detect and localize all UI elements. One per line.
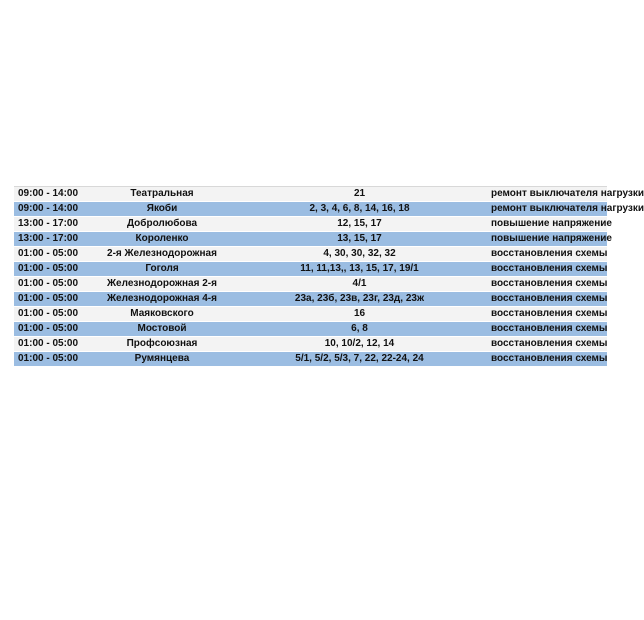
street-cell: Маяковского xyxy=(92,307,232,321)
reason-cell: восстановления схемы xyxy=(487,292,607,306)
street-cell: Якоби xyxy=(92,202,232,216)
table-row xyxy=(14,217,607,231)
table-row xyxy=(14,202,607,216)
reason-cell: восстановления схемы xyxy=(487,247,607,261)
table-row xyxy=(14,352,607,366)
time-cell: 01:00 - 05:00 xyxy=(14,337,92,351)
street-cell: Профсоюзная xyxy=(92,337,232,351)
time-cell: 09:00 - 14:00 xyxy=(14,186,92,201)
outage-schedule-table xyxy=(14,185,644,367)
time-cell: 01:00 - 05:00 xyxy=(14,247,92,261)
street-cell: Гоголя xyxy=(92,262,232,276)
time-cell: 01:00 - 05:00 xyxy=(14,262,92,276)
houses-cell: 13, 15, 17 xyxy=(232,232,487,246)
table-row xyxy=(14,337,607,351)
time-cell: 13:00 - 17:00 xyxy=(14,217,92,231)
table-row xyxy=(14,247,607,261)
time-cell: 01:00 - 05:00 xyxy=(14,352,92,366)
street-cell: Добролюбова xyxy=(92,217,232,231)
table-row xyxy=(14,186,607,201)
reason-cell: восстановления схемы xyxy=(487,337,607,351)
reason-cell: восстановления схемы xyxy=(487,262,607,276)
table-row xyxy=(14,277,607,291)
reason-cell: восстановления схемы xyxy=(487,307,607,321)
table-row xyxy=(14,322,607,336)
houses-cell: 11, 11,13,, 13, 15, 17, 19/1 xyxy=(232,262,487,276)
street-cell: Короленко xyxy=(92,232,232,246)
reason-cell: восстановления схемы xyxy=(487,277,607,291)
time-cell: 01:00 - 05:00 xyxy=(14,307,92,321)
time-cell: 01:00 - 05:00 xyxy=(14,277,92,291)
time-cell: 09:00 - 14:00 xyxy=(14,202,92,216)
houses-cell: 23а, 23б, 23в, 23г, 23д, 23ж xyxy=(232,292,487,306)
street-cell: Железнодорожная 4-я xyxy=(92,292,232,306)
reason-cell: повышение напряжение xyxy=(487,232,607,246)
street-cell: Театральная xyxy=(92,186,232,201)
reason-cell: восстановления схемы xyxy=(487,322,607,336)
table-row xyxy=(14,232,607,246)
houses-cell: 16 xyxy=(232,307,487,321)
street-cell: Румянцева xyxy=(92,352,232,366)
houses-cell: 10, 10/2, 12, 14 xyxy=(232,337,487,351)
time-cell: 01:00 - 05:00 xyxy=(14,322,92,336)
table-body xyxy=(14,186,644,366)
table-row xyxy=(14,292,607,306)
houses-cell: 21 xyxy=(232,186,487,201)
street-cell: 2-я Железнодорожная xyxy=(92,247,232,261)
houses-cell: 2, 3, 4, 6, 8, 14, 16, 18 xyxy=(232,202,487,216)
time-cell: 13:00 - 17:00 xyxy=(14,232,92,246)
houses-cell: 6, 8 xyxy=(232,322,487,336)
houses-cell: 12, 15, 17 xyxy=(232,217,487,231)
time-cell: 01:00 - 05:00 xyxy=(14,292,92,306)
reason-cell: повышение напряжение xyxy=(487,217,607,231)
reason-cell: восстановления схемы xyxy=(487,352,607,366)
houses-cell: 5/1, 5/2, 5/3, 7, 22, 22-24, 24 xyxy=(232,352,487,366)
houses-cell: 4/1 xyxy=(232,277,487,291)
table-row xyxy=(14,262,607,276)
reason-cell: ремонт выключателя нагрузки xyxy=(487,186,607,201)
houses-cell: 4, 30, 30, 32, 32 xyxy=(232,247,487,261)
street-cell: Мостовой xyxy=(92,322,232,336)
table-row xyxy=(14,307,607,321)
reason-cell: ремонт выключателя нагрузки xyxy=(487,202,607,216)
street-cell: Железнодорожная 2-я xyxy=(92,277,232,291)
